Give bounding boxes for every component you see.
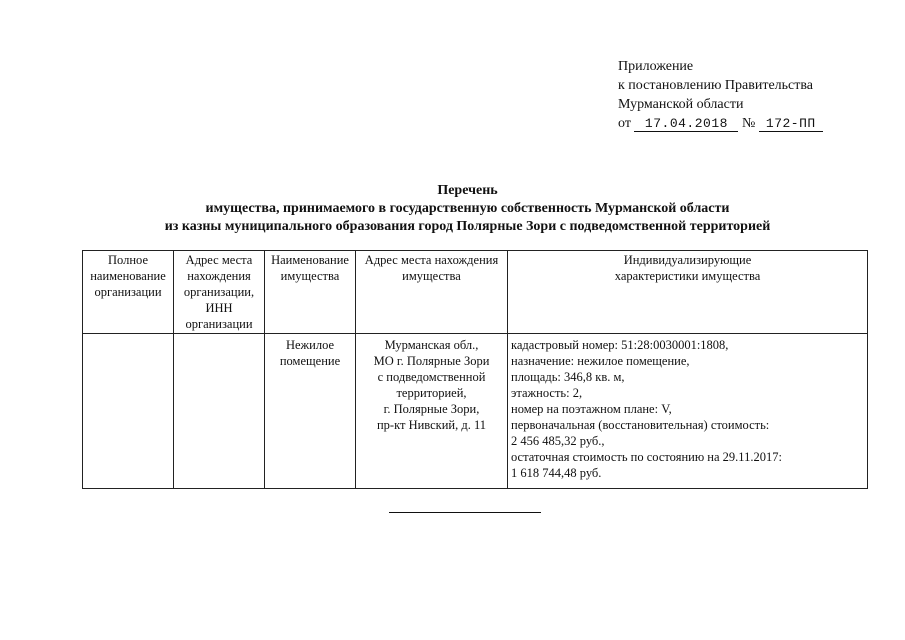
header-property-name: Наименование имущества (265, 251, 356, 334)
appendix-line-3: Мурманской области (618, 97, 744, 112)
property-table (82, 250, 868, 489)
cell-org-name (83, 334, 174, 489)
header-characteristics: Индивидуализирующие характеристики имущества (508, 251, 868, 334)
closing-rule (389, 512, 541, 513)
title-line-2: имущества, принимаемого в государственную собственность Мурманской области (205, 201, 730, 216)
title-line-1: Перечень (437, 183, 498, 198)
title-line-3: из казны муниципального образования город Полярные Зори с подведомственной территорией (164, 219, 771, 234)
cell-org-address (174, 334, 265, 489)
appendix-line-1: Приложение (618, 59, 694, 74)
table-row (83, 334, 868, 489)
appendix-line-2: к постановлению Правительства (618, 78, 814, 93)
cell-property-name: Нежилое помещение (265, 334, 356, 489)
appendix-date-line (618, 114, 823, 133)
date-prefix: от (618, 116, 631, 131)
number-sign: № (741, 116, 756, 131)
appendix-block (618, 57, 823, 133)
header-property-address: Адрес места нахождения имущества (356, 251, 508, 334)
resolution-number: 172-ПП (759, 116, 823, 132)
header-org-address: Адрес места нахождения организации, ИНН организации (174, 251, 265, 334)
cell-characteristics: кадастровый номер: 51:28:0030001:1808, назначение: нежилое помещение, площадь: 346,8 кв. м, этажность: 2, номер на поэтажном плане: V, первоначальная (восстановительная) стоимость: 2 456 485,32 руб., остаточная стоимость по состоянию на 29.11.2017: 1 618 744,48 руб. (508, 334, 868, 489)
table-header-row (83, 251, 868, 334)
header-org-name: Полное наименование организации (83, 251, 174, 334)
document-title (60, 182, 875, 236)
resolution-date: 17.04.2018 (634, 116, 738, 132)
cell-property-address: Мурманская обл., МО г. Полярные Зори с подведомственной территорией, г. Полярные Зори, пр-кт Нивский, д. 11 (356, 334, 508, 489)
